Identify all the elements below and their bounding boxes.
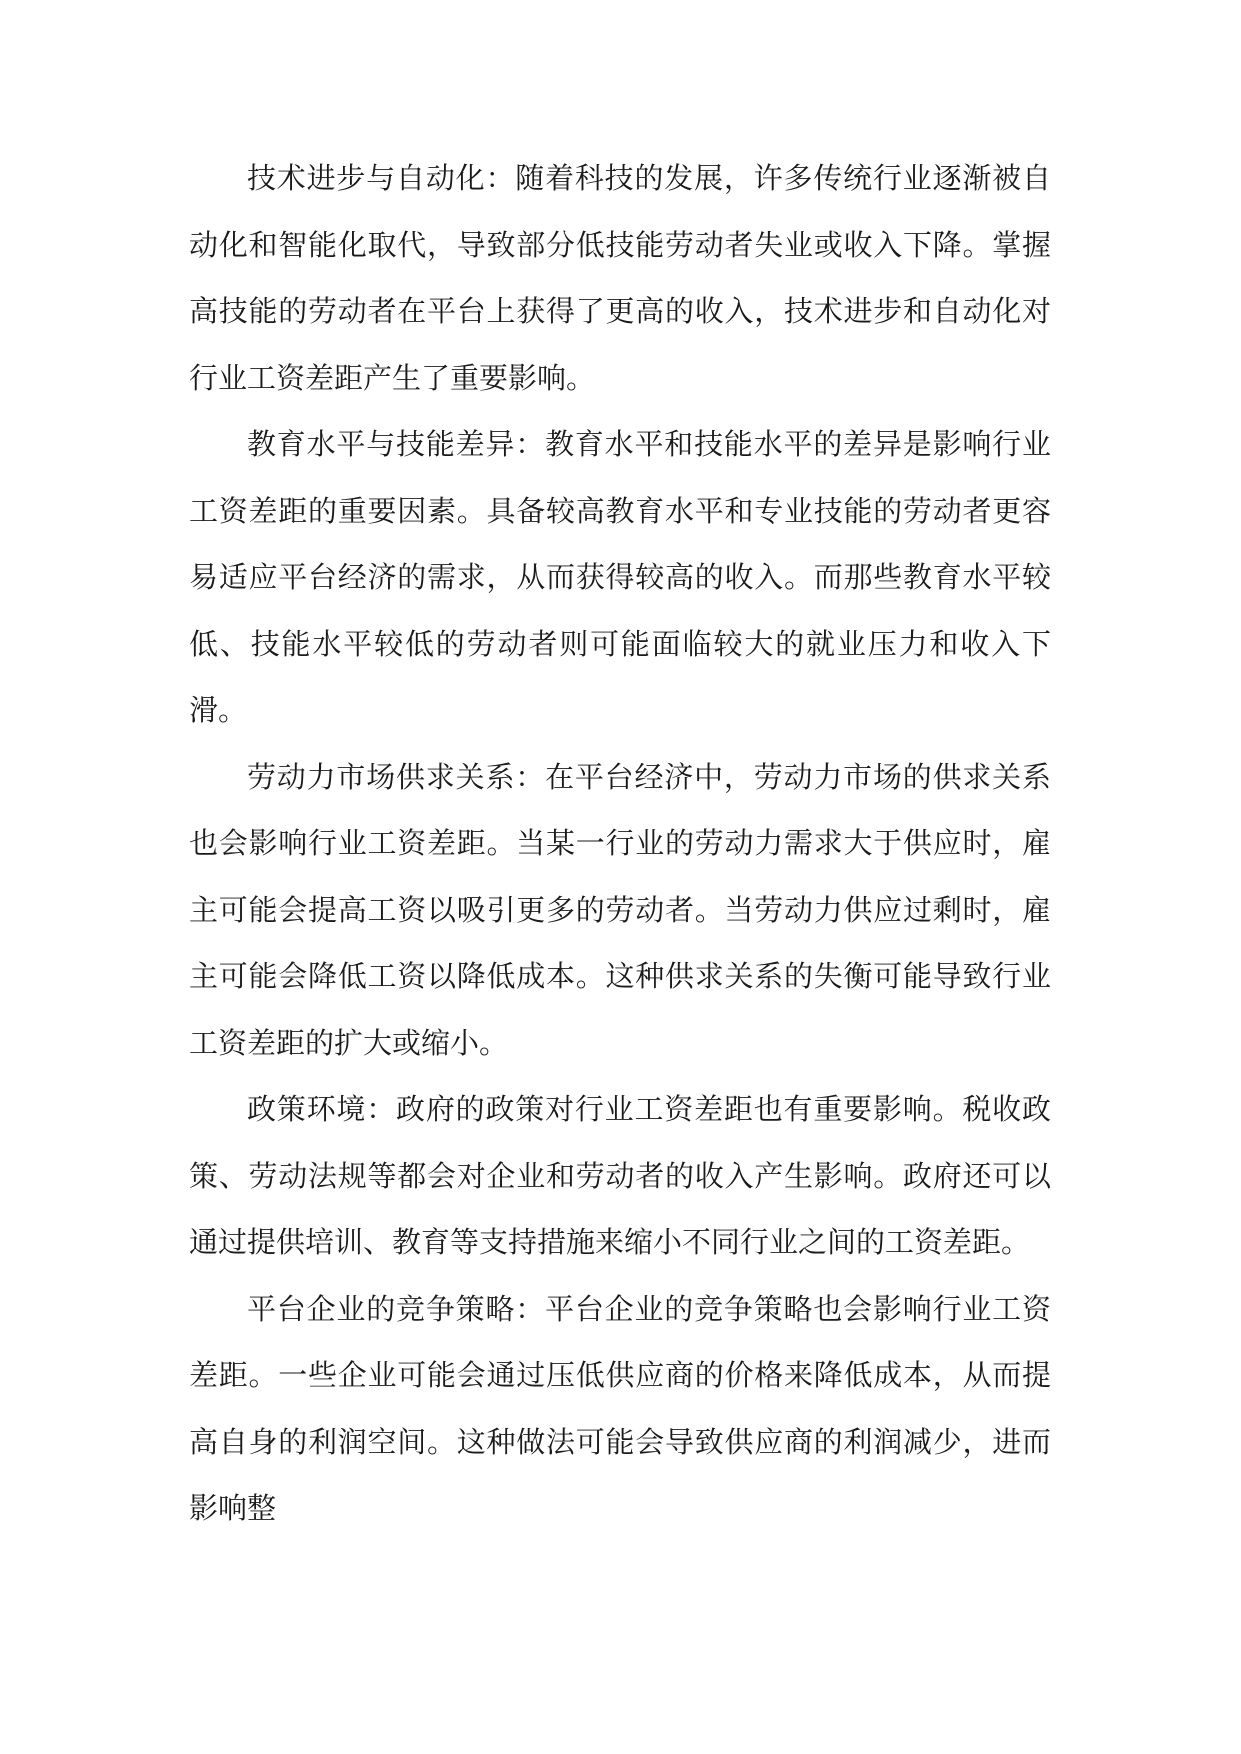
- paragraph-labor-market: 劳动力市场供求关系：在平台经济中，劳动力市场的供求关系也会影响行业工资差距。当某一行业的劳动力需求大于供应时，雇主可能会提高工资以吸引更多的劳动者。当劳动力供应过剩时，雇主可能会降低工资以降低成本。这种供求关系的失衡可能导致行业工资差距的扩大或缩小。: [189, 759, 1051, 1060]
- document-body: [189, 145, 1051, 1542]
- paragraph-technology-automation: 技术进步与自动化：随着科技的发展，许多传统行业逐渐被自动化和智能化取代，导致部分低技能劳动者失业或收入下降。掌握高技能的劳动者在平台上获得了更高的收入，技术进步和自动化对行业工资差距产生了重要影响。: [189, 161, 1051, 395]
- paragraph-platform-competition: 平台企业的竞争策略：平台企业的竞争策略也会影响行业工资差距。一些企业可能会通过压低供应商的价格来降低成本，从而提高自身的利润空间。这种做法可能会导致供应商的利润减少，进而影响整: [189, 1291, 1051, 1525]
- paragraph-policy-environment: 政策环境：政府的政策对行业工资差距也有重要影响。税收政策、劳动法规等都会对企业和劳动者的收入产生影响。政府还可以通过提供培训、教育等支持措施来缩小不同行业之间的工资差距。: [189, 1092, 1051, 1259]
- paragraph-education-skills: 教育水平与技能差异：教育水平和技能水平的差异是影响行业工资差距的重要因素。具备较高教育水平和专业技能的劳动者更容易适应平台经济的需求，从而获得较高的收入。而那些教育水平较低、技能水平较低的劳动者则可能面临较大的就业压力和收入下滑。: [189, 427, 1051, 727]
